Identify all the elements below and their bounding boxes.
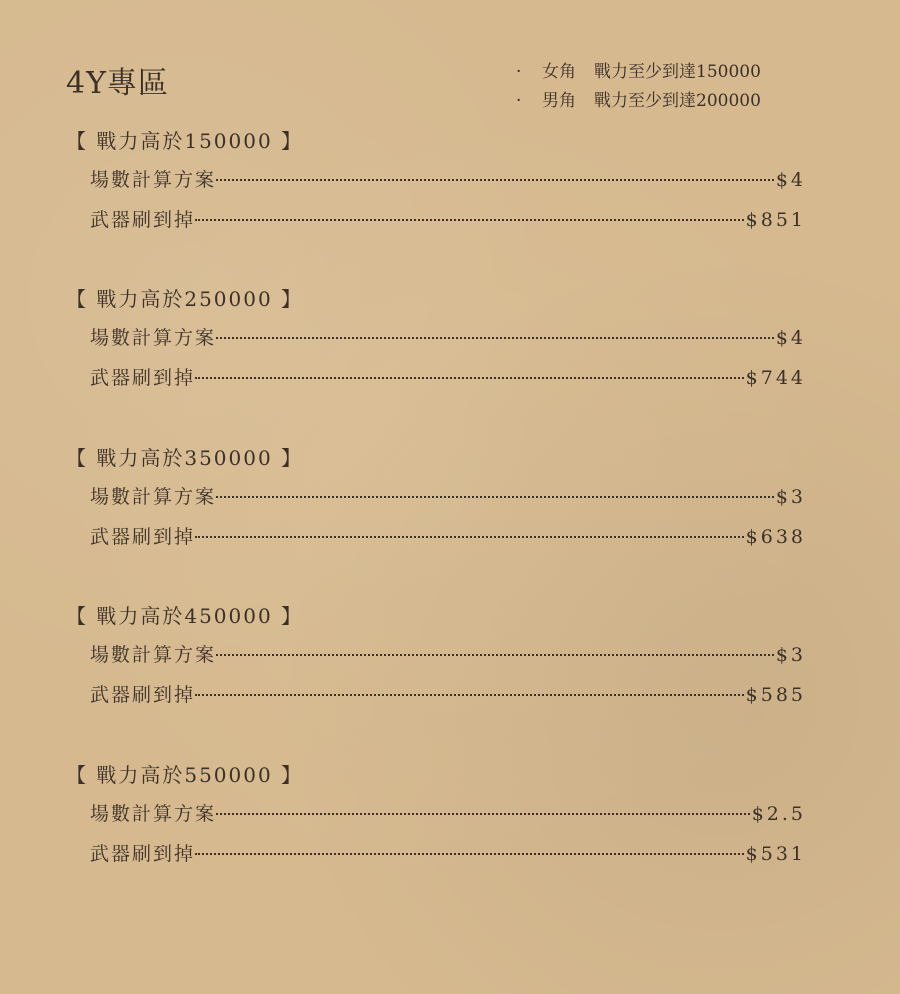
price-value: $3 (775, 486, 806, 508)
price-value: $585 (745, 684, 806, 706)
role-label: 女角 (542, 62, 576, 82)
tier-heading: 【 戰力高於250000 】 (66, 287, 304, 311)
service-label: 場數計算方案 (90, 486, 217, 508)
role-label: 男角 (542, 91, 576, 111)
requirements-list (516, 58, 761, 116)
price-row (90, 160, 806, 200)
dotted-leader (195, 536, 744, 538)
price-row (90, 675, 806, 715)
tier-section-450000 (66, 601, 826, 715)
price-value: $2.5 (751, 803, 806, 825)
dotted-leader (216, 179, 774, 181)
price-row (90, 635, 806, 675)
requirement-male (516, 87, 761, 116)
price-value: $638 (745, 526, 806, 548)
service-label: 武器刷到掉 (90, 367, 196, 389)
price-row (90, 834, 806, 874)
tier-heading: 【 戰力高於150000 】 (66, 129, 304, 153)
bullet-icon: · (516, 91, 522, 111)
requirement-text: 戰力至少到達200000 (594, 91, 761, 111)
price-value: $851 (745, 209, 806, 231)
service-label: 場數計算方案 (90, 169, 217, 191)
dotted-leader (195, 853, 744, 855)
service-label: 武器刷到掉 (90, 209, 196, 231)
service-label: 武器刷到掉 (90, 684, 196, 706)
service-label: 武器刷到掉 (90, 526, 196, 548)
price-value: $4 (775, 169, 806, 191)
tier-section-150000 (66, 126, 826, 240)
requirement-text: 戰力至少到達150000 (594, 62, 761, 82)
dotted-leader (216, 813, 750, 815)
tier-heading: 【 戰力高於450000 】 (66, 604, 304, 628)
service-label: 場數計算方案 (90, 644, 217, 666)
tier-heading: 【 戰力高於350000 】 (66, 446, 304, 470)
price-value: $4 (775, 327, 806, 349)
dotted-leader (195, 694, 744, 696)
dotted-leader (195, 377, 744, 379)
price-value: $744 (745, 367, 806, 389)
tier-section-550000 (66, 760, 826, 874)
price-row (90, 200, 806, 240)
price-row (90, 358, 806, 398)
price-row (90, 517, 806, 557)
price-row (90, 318, 806, 358)
bullet-icon: · (516, 62, 522, 82)
dotted-leader (216, 496, 774, 498)
requirement-female (516, 58, 761, 87)
tier-section-250000 (66, 284, 826, 398)
page-title: 4Y專區 (66, 66, 169, 101)
tier-section-350000 (66, 443, 826, 557)
service-label: 場數計算方案 (90, 327, 217, 349)
dotted-leader (195, 219, 744, 221)
tier-heading: 【 戰力高於550000 】 (66, 763, 304, 787)
dotted-leader (216, 337, 774, 339)
dotted-leader (216, 654, 774, 656)
price-row (90, 477, 806, 517)
price-value: $531 (745, 843, 806, 865)
service-label: 場數計算方案 (90, 803, 217, 825)
price-value: $3 (775, 644, 806, 666)
service-label: 武器刷到掉 (90, 843, 196, 865)
price-row (90, 794, 806, 834)
